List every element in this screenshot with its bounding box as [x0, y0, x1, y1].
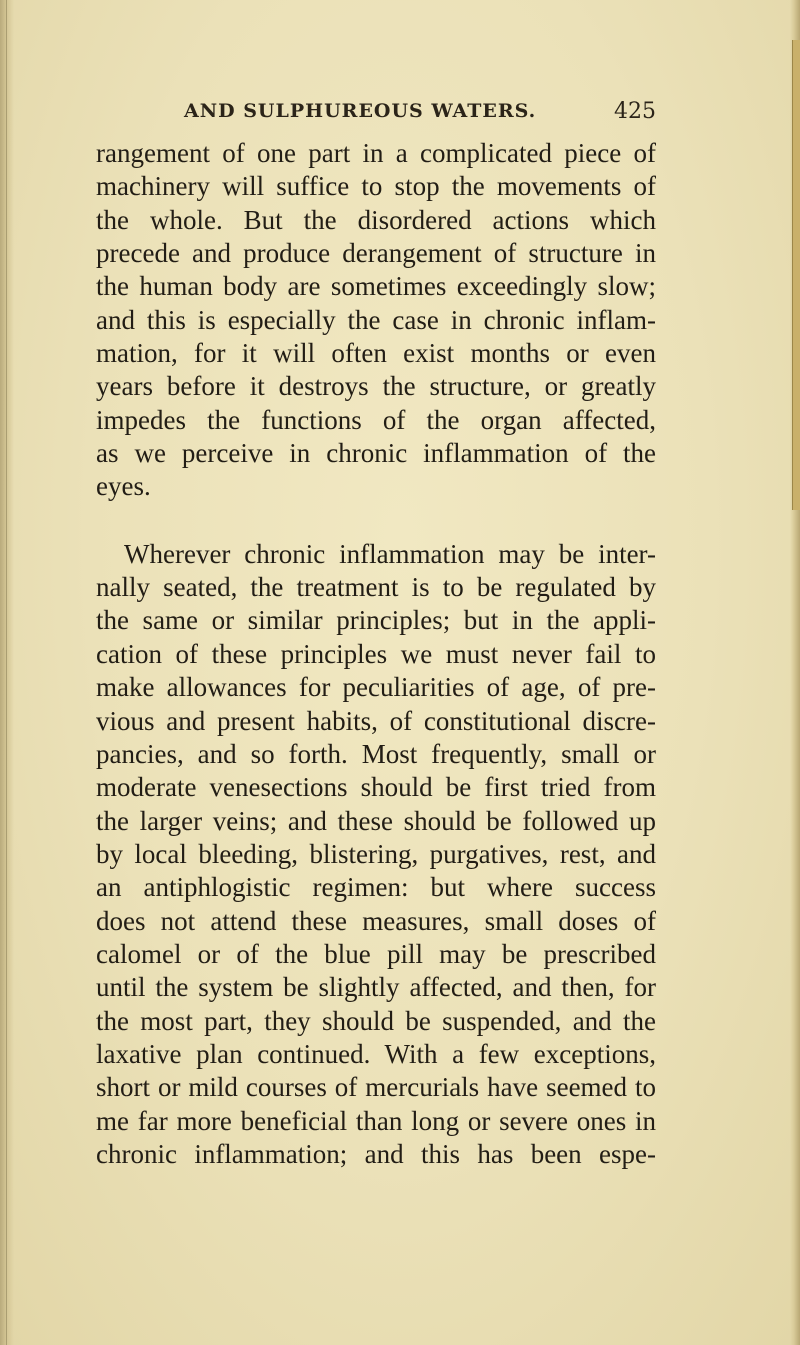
text-line: nally seated, the treatment is to be regulated by — [96, 572, 656, 603]
text-line: the most part, they should be suspended, and the — [96, 1005, 656, 1036]
page-number: 425 — [614, 99, 656, 124]
text-line: mation, for it will often exist months or even — [96, 338, 656, 369]
text-line: impedes the functions of the organ affected, — [96, 404, 656, 435]
running-head — [184, 100, 656, 130]
text-line: the whole. But the disordered actions which — [96, 204, 656, 235]
text-line: the same or similar principles; but in the appli- — [96, 605, 656, 636]
text-line: chronic inflammation; and this has been espe- — [96, 1138, 656, 1169]
text-line: machinery will suffice to stop the movements of — [96, 171, 656, 202]
text-line-first: Wherever chronic inflammation may be inter- — [124, 538, 656, 569]
text-line: rangement of one part in a complicated piece of — [96, 138, 656, 168]
text-line: as we perceive in chronic inflammation of the — [96, 438, 656, 469]
body-text — [96, 137, 656, 1171]
page-edge-tab — [792, 40, 800, 510]
text-line: calomel or of the blue pill may be prescribed — [96, 938, 656, 969]
text-line: an antiphlogistic regimen: but where success — [96, 872, 656, 903]
text-line: by local bleeding, blistering, purgatives, rest, and — [96, 838, 656, 869]
text-line: cation of these principles we must never fail to — [96, 638, 656, 669]
text-line: the larger veins; and these should be followed up — [96, 805, 656, 836]
running-head-title: AND SULPHUREOUS WATERS. — [184, 100, 537, 122]
text-line: laxative plan continued. With a few exceptions, — [96, 1038, 656, 1069]
text-line-last: eyes. — [96, 471, 151, 502]
text-line: pancies, and so forth. Most frequently, small or — [96, 738, 656, 769]
text-line: and this is especially the case in chronic inflam- — [96, 304, 656, 335]
binding-line — [6, 0, 7, 1345]
text-line: vious and present habits, of constitutional discre- — [96, 705, 656, 736]
text-line: moderate venesections should be first tried from — [96, 772, 656, 803]
text-line: precede and produce derangement of structure in — [96, 238, 656, 269]
text-line: years before it destroys the structure, or greatly — [96, 371, 656, 402]
text-line: does not attend these measures, small doses of — [96, 905, 656, 936]
binding-gutter — [0, 0, 14, 1345]
text-line: make allowances for peculiarities of age, of pre- — [96, 672, 656, 703]
paragraph-gap — [96, 504, 656, 538]
text-line: me far more beneficial than long or severe ones in — [96, 1105, 656, 1136]
text-line: short or mild courses of mercurials have seemed to — [96, 1072, 656, 1103]
text-line: the human body are sometimes exceedingly slow; — [96, 271, 656, 302]
text-line: until the system be slightly affected, and then, for — [96, 972, 656, 1003]
